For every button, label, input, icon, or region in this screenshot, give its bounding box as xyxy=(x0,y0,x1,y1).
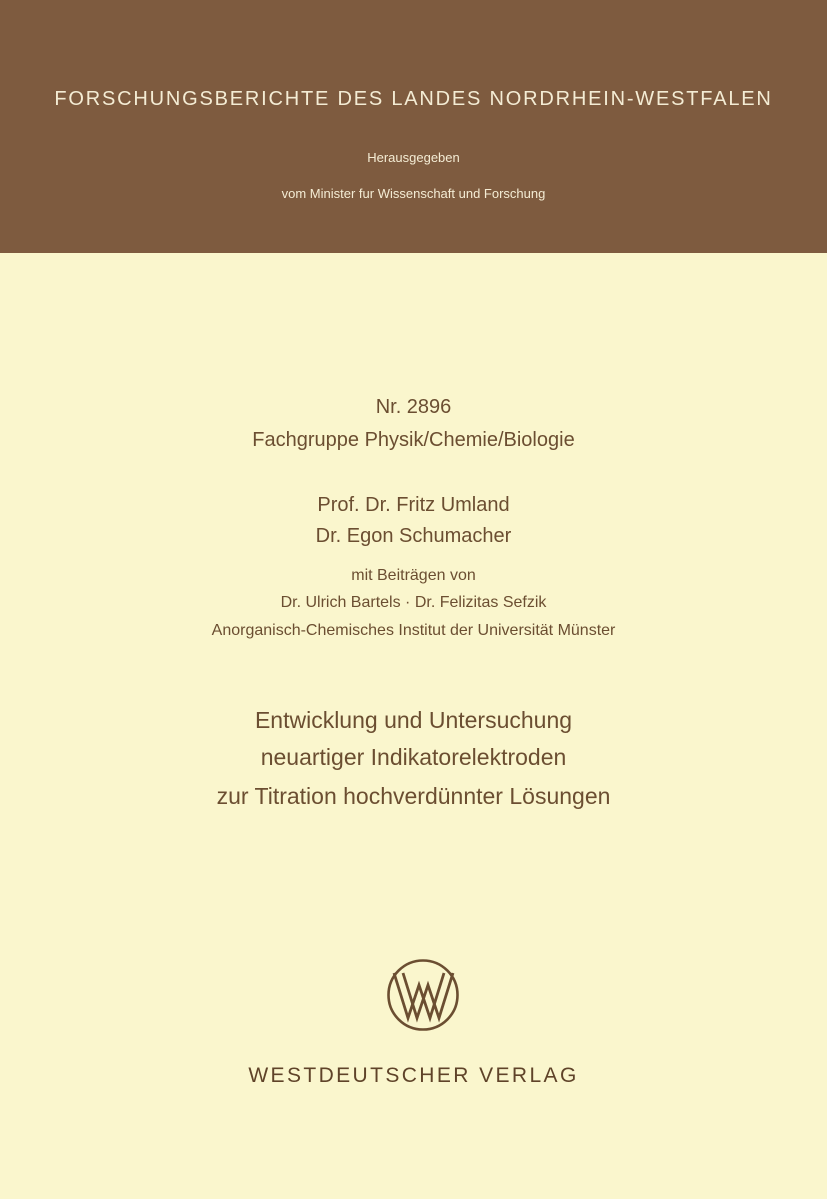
ww-circle-logo-icon xyxy=(386,958,460,1032)
publisher-name: WESTDEUTSCHER VERLAG xyxy=(248,1064,579,1087)
report-section: Fachgruppe Physik/Chemie/Biologie xyxy=(252,429,575,451)
book-title-line-3: zur Titration hochverdünnter Lösungen xyxy=(216,783,611,809)
author-primary-1: Prof. Dr. Fritz Umland xyxy=(317,494,510,516)
book-title-line-1: Entwicklung und Untersuchung xyxy=(254,707,573,733)
report-number: Nr. 2896 xyxy=(375,396,452,418)
author-primary-2: Dr. Egon Schumacher xyxy=(315,525,512,547)
contributions-label: mit Beiträgen von xyxy=(351,567,476,584)
book-title-line-2: neuartiger Indikatorelektroden xyxy=(260,744,567,770)
series-header-band xyxy=(0,0,827,253)
editor-name: vom Minister fur Wissenschaft und Forschung xyxy=(281,186,546,201)
contributors: Dr. Ulrich Bartels · Dr. Felizitas Sefzik xyxy=(280,594,547,611)
editor-label: Herausgegeben xyxy=(367,150,460,165)
institute: Anorganisch-Chemisches Institut der Universität Münster xyxy=(211,622,616,639)
series-title: FORSCHUNGSBERICHTE DES LANDES NORDRHEIN-WESTFALEN xyxy=(54,88,773,110)
